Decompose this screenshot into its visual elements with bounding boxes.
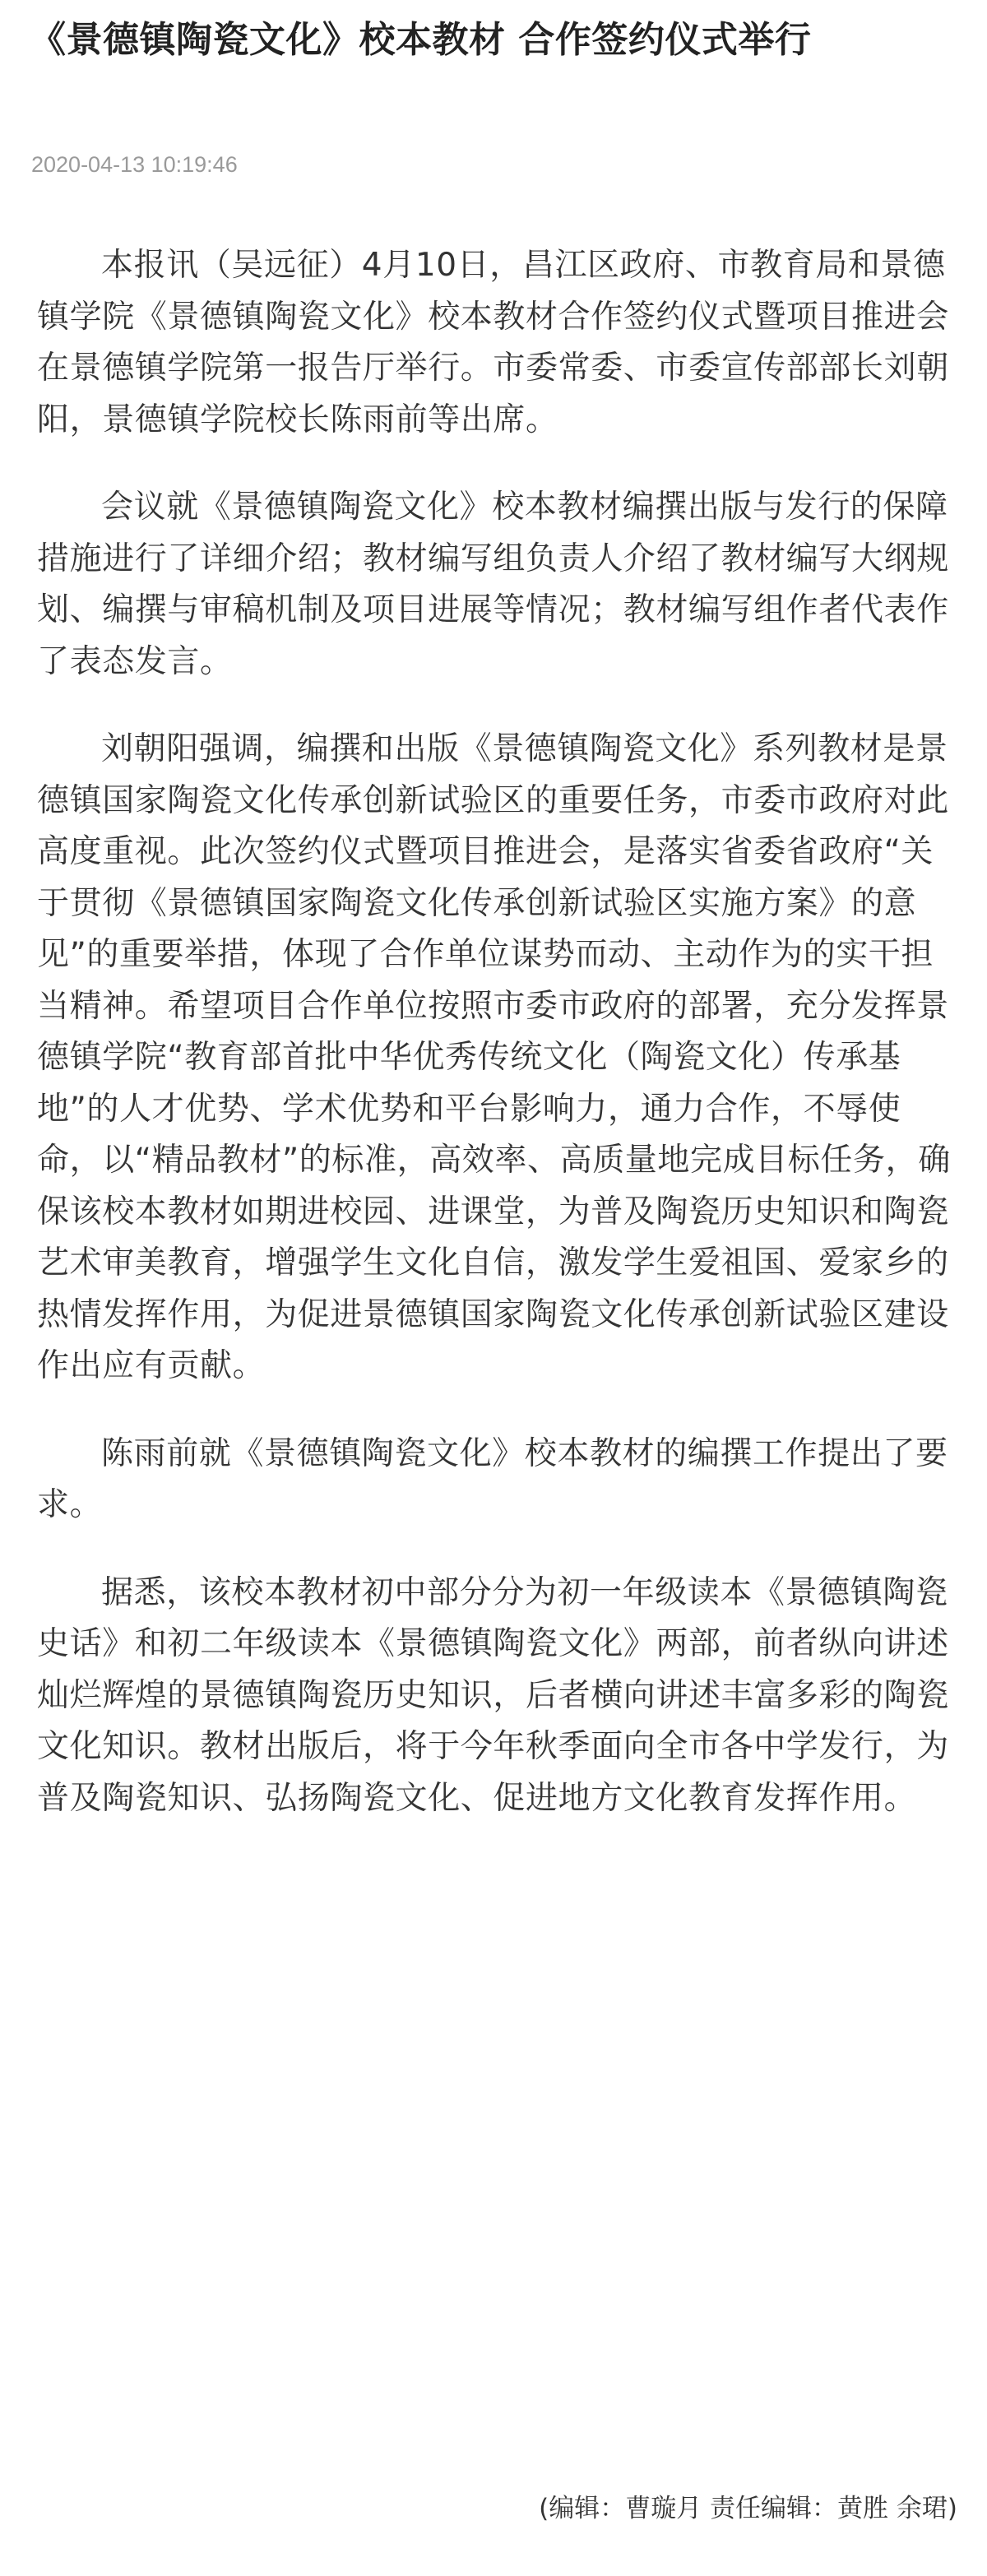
article-paragraph: 陈雨前就《景德镇陶瓷文化》校本教材的编撰工作提出了要求。 (37, 1434, 948, 1523)
article-paragraph: 据悉，该校本教材初中部分分为初一年级读本《景德镇陶瓷史话》和初二年级读本《景德镇陶瓷文化》两部，前者纵向讲述灿烂辉煌的景德镇陶瓷历史知识，后者横向讲述丰富多彩的陶瓷文化知识。教材出版后，将于今年秋季面向全市各中学发行，为普及陶瓷知识、弘扬陶瓷文化、促进地方文化教育发挥作用。 (37, 1573, 949, 1817)
publish-timestamp: 2020-04-13 10:19:46 (31, 152, 238, 177)
article-title: 《景德镇陶瓷文化》校本教材 合作签约仪式举行 (30, 19, 812, 61)
article-paragraph: 本报讯（吴远征）4月10日，昌江区政府、市教育局和景德镇学院《景德镇陶瓷文化》校本教材合作签约仪式暨项目推进会在景德镇学院第一报告厅举行。市委常委、市委宣传部部长刘朝阳，景德镇学院校长陈雨前等出席。 (37, 247, 949, 438)
article-paragraph: 刘朝阳强调，编撰和出版《景德镇陶瓷文化》系列教材是景德镇国家陶瓷文化传承创新试验区的重要任务，市委市政府对此高度重视。此次签约仪式暨项目推进会，是落实省委省政府“关于贯彻《景德镇国家陶瓷文化传承创新试验区实施方案》的意见”的重要举措，体现了合作单位谋势而动、主动作为的实干担当精神。希望项目合作单位按照市委市政府的部署，充分发挥景德镇学院“教育部首批中华优秀传统文化（陶瓷文化）传承基地”的人才优势、学术优势和平台影响力，通力合作，不辱使命，以“精品教材”的标准，高效率、高质量地完成目标任务，确保该校本教材如期进校园、进课堂，为普及陶瓷历史知识和陶瓷艺术审美教育，增强学生文化自信，激发学生爱祖国、爱家乡的热情发挥作用，为促进景德镇国家陶瓷文化传承创新试验区建设作出应有贡献。 (37, 730, 951, 1384)
article-body (37, 240, 957, 1860)
article-paragraph: 会议就《景德镇陶瓷文化》校本教材编撰出版与发行的保障措施进行了详细介绍；教材编写组负责人介绍了教材编写大纲规划、编撰与审稿机制及项目进展等情况；教材编写组作者代表作了表态发言。 (37, 489, 949, 680)
editor-credits: (编辑：曹璇月 责任编辑：黄胜 余珺) (539, 2494, 957, 2523)
